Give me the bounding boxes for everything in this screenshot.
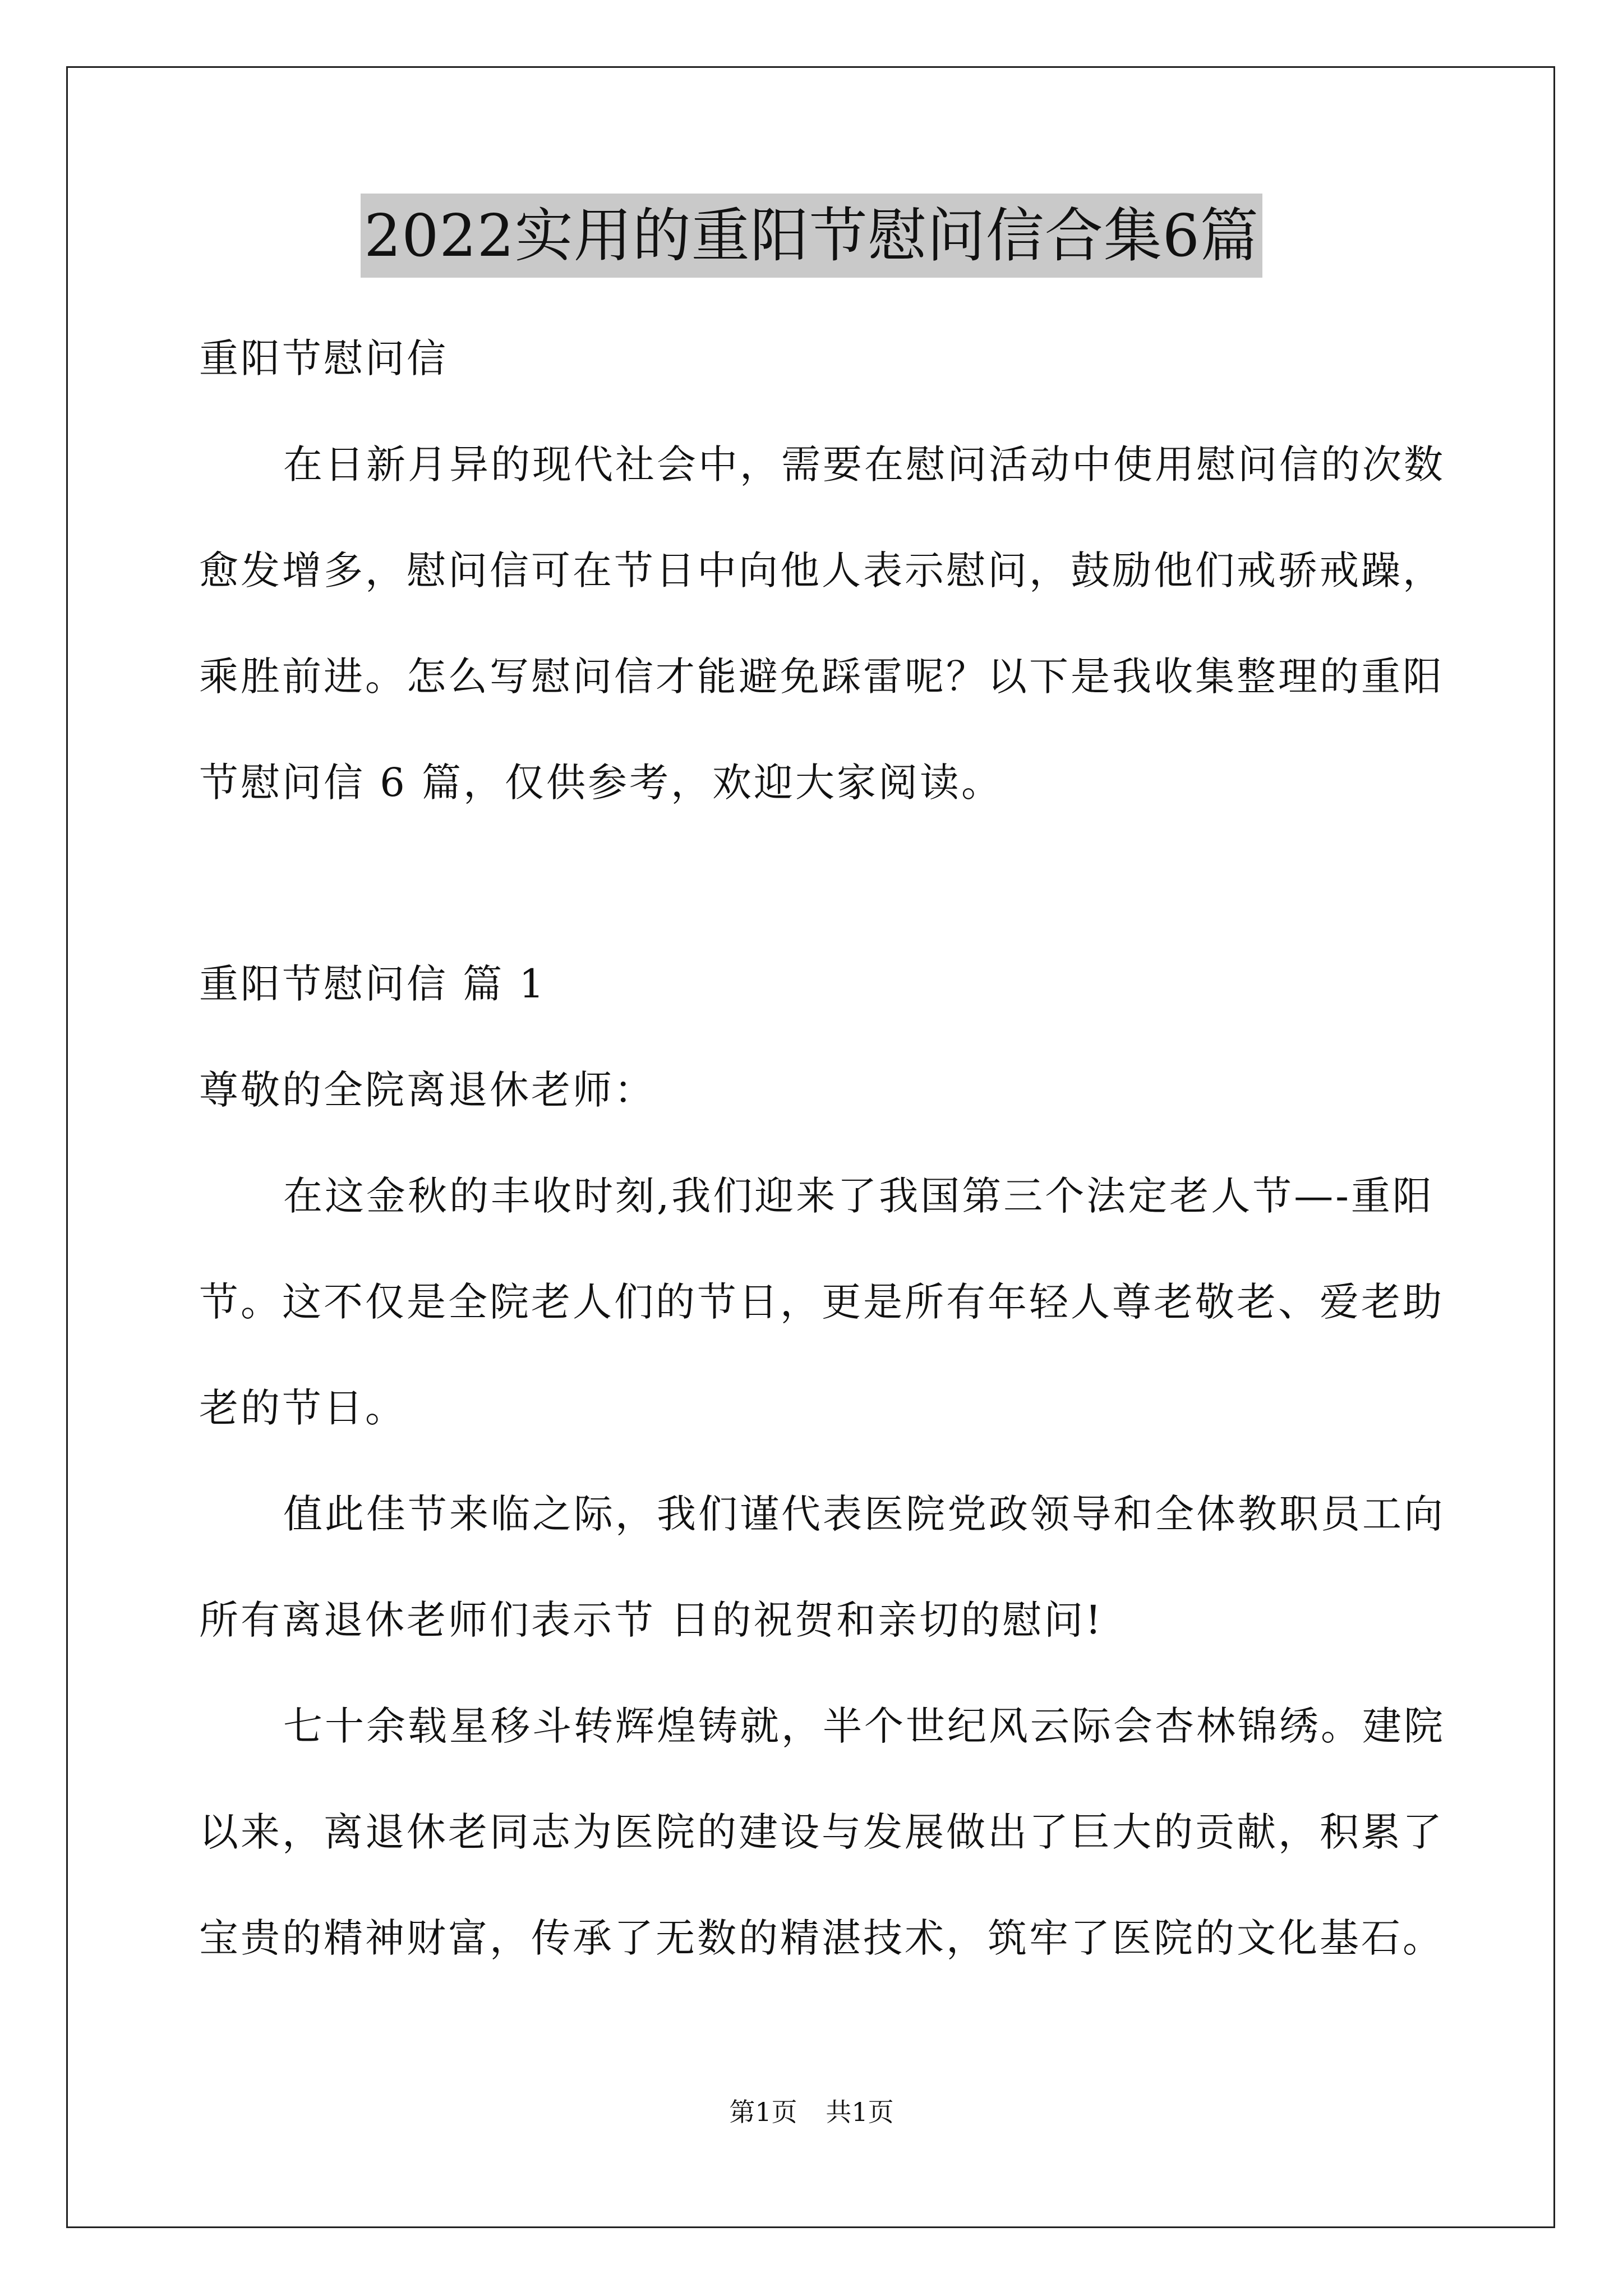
paragraph-line: 所有离退休老师们表示节 日的祝贺和亲切的慰问! xyxy=(199,1597,1104,1643)
page-number-current: 第1页 xyxy=(729,2097,797,2127)
intro-heading: 重阳节慰问信 xyxy=(199,335,448,381)
paragraph-line: 节。这不仅是全院老人们的节日，更是所有年轻人尊老敬老、爱老助 xyxy=(199,1279,1444,1325)
intro-line: 在日新月异的现代社会中，需要在慰问活动中使用慰问信的次数 xyxy=(283,441,1445,487)
paragraph-line: 宝贵的精神财富，传承了无数的精湛技术，筑牢了医院的文化基石。 xyxy=(199,1915,1444,1961)
title-wrap xyxy=(0,194,1623,278)
section-gap xyxy=(199,836,1430,931)
paragraph-line: 在这金秋的丰收时刻,我们迎来了我国第三个法定老人节—-重阳 xyxy=(283,1173,1434,1219)
piece-heading: 重阳节慰问信 篇 1 xyxy=(199,961,547,1007)
paragraph-line: 值此佳节来临之际，我们谨代表医院党政领导和全体教职员工向 xyxy=(283,1491,1445,1537)
intro-line: 节慰问信 6 篇，仅供参考，欢迎大家阅读。 xyxy=(199,760,1003,806)
page-footer xyxy=(0,2095,1623,2129)
paragraph-line: 老的节日。 xyxy=(199,1385,407,1431)
document-body xyxy=(199,306,1445,1991)
paragraph-line: 七十余载星移斗转辉煌铸就，半个世纪风云际会杏林锦绣。建院 xyxy=(283,1703,1445,1749)
intro-line: 愈发增多，慰问信可在节日中向他人表示慰问，鼓励他们戒骄戒躁， xyxy=(199,547,1444,593)
intro-line: 乘胜前进。怎么写慰问信才能避免踩雷呢？以下是我收集整理的重阳 xyxy=(199,654,1444,700)
document-title: 2022实用的重阳节慰问信合集6篇 xyxy=(361,194,1262,278)
paragraph-line: 以来，离退休老同志为医院的建设与发展做出了巨大的贡献，积累了 xyxy=(199,1809,1444,1855)
salutation: 尊敬的全院离退休老师： xyxy=(199,1067,656,1113)
page-number-total: 共1页 xyxy=(826,2097,894,2127)
